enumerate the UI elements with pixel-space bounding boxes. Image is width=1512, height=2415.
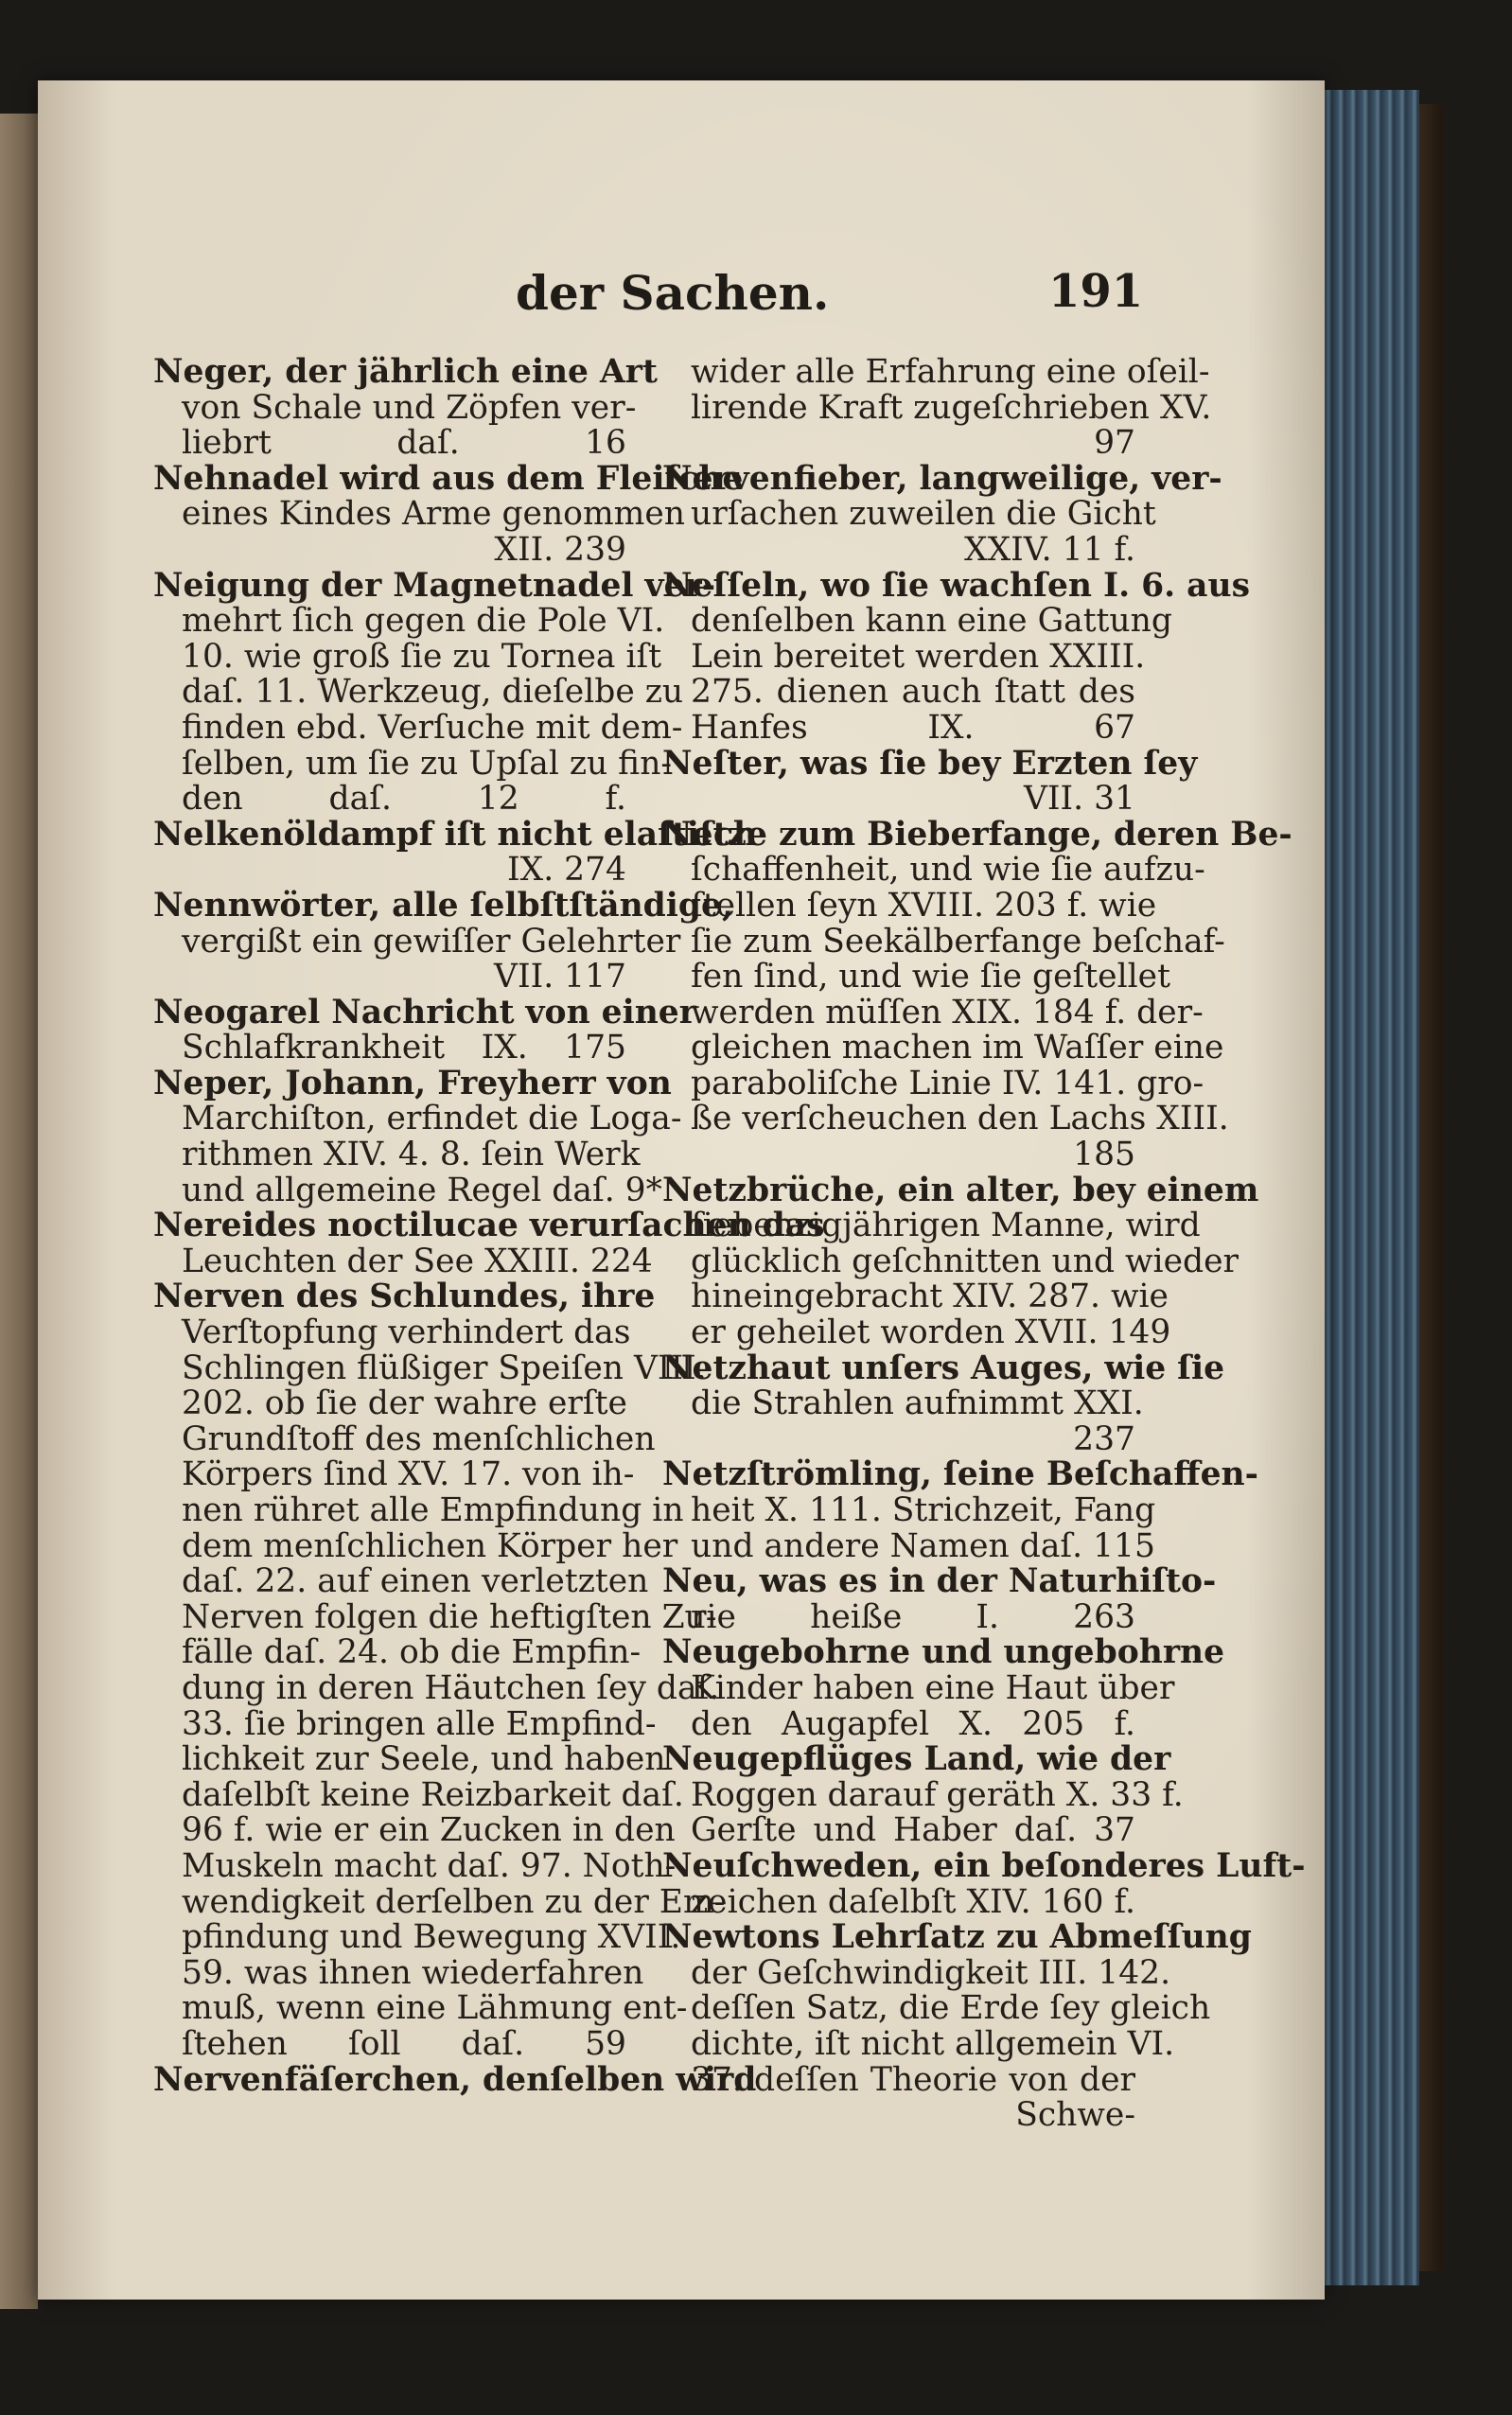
index-line: denſelben kann eine Gattung (691, 602, 1172, 641)
index-line: Neugepflüges Land, wie der (662, 1740, 1171, 1779)
index-line: Neger, der jährlich eine Art (153, 353, 658, 391)
index-line: Schlafkrankheit IX. 175 (182, 1029, 626, 1067)
page-number: 191 (1048, 265, 1144, 318)
index-line: liebrt daſ. 16 (182, 424, 626, 463)
index-line: finden ebd. Verſuche mit dem- (182, 708, 683, 747)
index-line: deſſen Satz, die Erde ſey gleich (691, 1989, 1211, 2028)
index-line: er geheilet worden XVII. 149 (691, 1313, 1171, 1352)
index-line: dung in deren Häutchen ſey daſ. (182, 1668, 720, 1707)
index-line: Netzſtrömling, ſeine Beſchaffen- (662, 1455, 1258, 1494)
index-line: XXIV. 11 f. (964, 530, 1135, 569)
index-line: wendigkeit derſelben zu der Em- (182, 1882, 726, 1921)
index-line: die Strahlen aufnimmt XXI. (691, 1384, 1144, 1423)
index-line: Neuſchweden, ein beſonderes Luft- (662, 1846, 1306, 1885)
index-line: Hanfes IX. 67 (691, 708, 1135, 747)
index-line: dichte, iſt nicht allgemein VI. (691, 2024, 1175, 2063)
index-line: den Augapfel X. 205 f. (691, 1704, 1135, 1743)
index-line: Schwe- (1015, 2096, 1135, 2135)
index-line: und andere Namen daſ. 115 (691, 1526, 1155, 1565)
index-line: rie heiße I. 263 (691, 1597, 1135, 1636)
index-line: fälle daſ. 24. ob die Empfin- (182, 1633, 642, 1672)
index-line: der Geſchwindigkeit III. 142. (691, 1953, 1171, 1992)
index-line: und allgemeine Regel daſ. 9* (182, 1171, 662, 1209)
index-line: urſachen zuweilen die Gicht (691, 495, 1156, 534)
index-line: wider alle Erfahrung eine oſeil- (691, 353, 1210, 391)
index-line: ſiebenzigjährigen Manne, wird (691, 1207, 1201, 1245)
index-line: paraboliſche Linie IV. 141. gro- (691, 1064, 1204, 1102)
index-line: zeichen daſelbſt XIV. 160 f. (691, 1882, 1135, 1921)
index-line: Nehnadel wird aus dem Fleiſche (153, 459, 744, 498)
index-line: Roggen darauf geräth X. 33 f. (691, 1775, 1184, 1814)
index-line: daſ. 22. auf einen verletzten (182, 1562, 649, 1601)
index-line: Körpers ſind XV. 17. von ih- (182, 1455, 635, 1494)
page-header (38, 265, 1325, 341)
index-line: ſelben, um ſie zu Upſal zu fin- (182, 744, 673, 783)
book-page (38, 80, 1325, 2300)
index-line: 96 f. wie er ein Zucken in den (182, 1811, 676, 1850)
index-line: werden müſſen XIX. 184 f. der- (691, 993, 1204, 1031)
index-line: gleichen machen im Waſſer eine (691, 1029, 1224, 1067)
index-line: pfindung und Bewegung XVII. (182, 1918, 681, 1957)
index-line: Verſtopfung verhindert das (182, 1313, 631, 1352)
index-line: Leuchten der See XXIII. 224 (182, 1242, 653, 1280)
index-line: von Schale und Zöpfen ver- (182, 388, 637, 427)
page-fore-edge (1320, 90, 1419, 2285)
index-line: Lein bereitet werden XXIII. (691, 637, 1146, 676)
index-line: Nerven des Schlundes, ihre (153, 1278, 656, 1316)
index-line: ſtehen ſoll daſ. 59 (182, 2024, 626, 2063)
running-title: der Sachen. (516, 265, 830, 321)
index-line: Netzbrüche, ein alter, bey einem (662, 1171, 1259, 1209)
index-line: eines Kindes Arme genommen (182, 495, 686, 534)
index-line: Neigung der Magnetnadel ver- (153, 566, 716, 605)
index-line: Marchiſton, erfindet die Loga- (182, 1100, 682, 1138)
index-line: Schlingen flüßiger Speiſen VIII. (182, 1349, 707, 1387)
index-line: Nerven folgen die heftigſten Zu- (182, 1597, 717, 1636)
index-line: mehrt ſich gegen die Pole VI. (182, 602, 665, 641)
index-line: Grundſtoff des menſchlichen (182, 1419, 656, 1458)
index-line: 33. ſie bringen alle Empfind- (182, 1704, 657, 1743)
index-line: ße verſcheuchen den Lachs XIII. (691, 1100, 1229, 1138)
index-line: ſtellen ſeyn XVIII. 203 f. wie (691, 886, 1157, 925)
index-line: ſie zum Seekälberfange beſchaf- (691, 922, 1225, 961)
index-line: glücklich geſchnitten und wieder (691, 1242, 1239, 1280)
index-line: XII. 239 (494, 530, 626, 569)
index-line: Gerſte und Haber daſ. 37 (691, 1811, 1135, 1850)
index-line: lichkeit zur Seele, und haben (182, 1740, 666, 1779)
index-line: Neper, Johann, Freyherr von (153, 1064, 672, 1102)
index-line: Nelkenöldampf iſt nicht elaſtiſch (153, 815, 757, 854)
index-line: Nervenfieber, langweilige, ver- (662, 459, 1222, 498)
index-line: VII. 31 (1023, 780, 1135, 819)
index-line: vergißt ein gewiſſer Gelehrter (182, 922, 681, 961)
index-line: Neſſeln, wo ſie wachſen I. 6. aus (662, 566, 1251, 605)
index-column-left (153, 353, 825, 2099)
index-line: 97 (1094, 424, 1135, 463)
index-line: 59. was ihnen wiederfahren (182, 1953, 644, 1992)
index-line: 202. ob ſie der wahre erſte (182, 1384, 627, 1423)
index-line: Nereides noctilucae verurſachen das (153, 1207, 825, 1245)
index-line: 185 (1073, 1136, 1135, 1174)
index-line: Newtons Lehrſatz zu Abmeſſung (662, 1918, 1252, 1957)
index-line: Kinder haben eine Haut über (691, 1668, 1175, 1707)
index-line: heit X. 111. Strichzeit, Fang (691, 1491, 1156, 1529)
index-line: rithmen XIV. 4. 8. ſein Werk (182, 1136, 641, 1174)
index-line: IX. 274 (507, 851, 626, 890)
index-line: nen rühret alle Empfindung in (182, 1491, 684, 1529)
index-line: ſchaffenheit, und wie ſie aufzu- (691, 851, 1205, 890)
index-line: muß, wenn eine Lähmung ent- (182, 1989, 688, 2028)
index-line: 10. wie groß ſie zu Tornea iſt (182, 637, 662, 676)
index-line: fen ſind, und wie ſie geſtellet (691, 958, 1170, 996)
index-line: Netzhaut unſers Auges, wie ſie (662, 1349, 1225, 1387)
index-line: Nervenfäſerchen, denſelben wird (153, 2060, 757, 2099)
index-line: den daſ. 12 f. (182, 780, 626, 819)
index-line: daſelbſt keine Reizbarkeit daſ. (182, 1775, 684, 1814)
index-line: Neogarel Nachricht von einer (153, 993, 696, 1031)
index-line: Neugebohrne und ungebohrne (662, 1633, 1225, 1672)
index-line: Neſter, was ſie bey Erzten ſey (662, 744, 1198, 783)
index-column-right (662, 353, 1306, 2135)
index-line: 37. deſſen Theorie von der (691, 2060, 1135, 2099)
index-line: lirende Kraft zugeſchrieben XV. (691, 388, 1212, 427)
index-line: Nennwörter, alle ſelbſtſtändige, (153, 886, 733, 925)
index-line: dem menſchlichen Körper her (182, 1526, 678, 1565)
index-line: Muskeln macht daſ. 97. Noth- (182, 1846, 677, 1885)
index-line: 275. dienen auch ſtatt des (691, 673, 1135, 712)
left-page-edge (0, 114, 38, 2309)
index-line: Neu, was es in der Naturhiſto- (662, 1562, 1217, 1601)
index-line: hineingebracht XIV. 287. wie (691, 1278, 1169, 1316)
index-line: 237 (1073, 1419, 1135, 1458)
index-line: Netze zum Bieberfange, deren Be- (662, 815, 1292, 854)
index-line: daſ. 11. Werkzeug, dieſelbe zu (182, 673, 684, 712)
index-line: VII. 117 (494, 958, 626, 996)
